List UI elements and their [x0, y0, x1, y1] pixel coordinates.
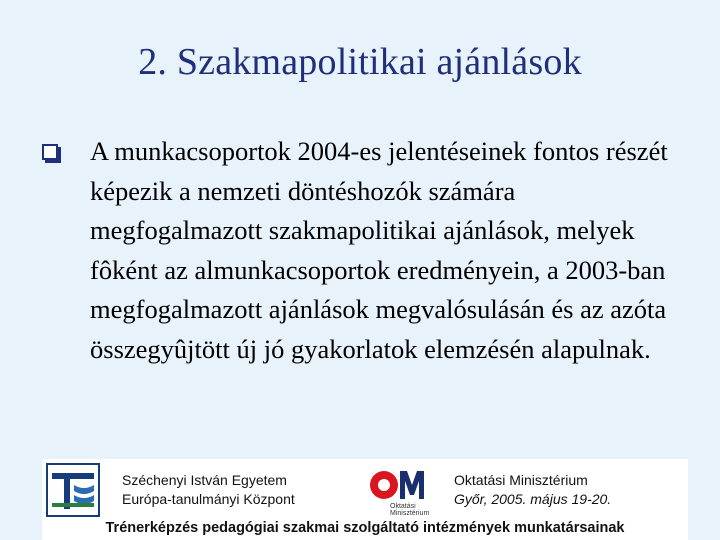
slide-title: 2. Szakmapolitikai ajánlások — [138, 41, 582, 83]
place-date: Győr, 2005. május 19-20. — [454, 491, 612, 507]
om-sub-line-1: Oktatási — [390, 503, 416, 510]
bullet-text: A munkacsoportok 2004-es jelentéseinek fontos részét képezik a nemzeti döntéshozók számára megfogalmazott szakmapolitikai ajánlások, melyek fôként az almunkacsoportok eredményein, a 2003-ban megfogalmazott ajánlások megvalósulásán és az azóta összegyûjtött új jó gyakorlatok elemzésén alapulnak. — [90, 136, 668, 364]
footer-banner-image — [42, 459, 688, 540]
university-name — [122, 471, 295, 509]
hollow-square-bullet-icon — [42, 144, 58, 160]
ministry-block — [454, 471, 611, 509]
om-sub-line-2: Minisztérium — [390, 510, 430, 517]
university-logo-icon — [46, 463, 100, 517]
om-logo-subtitle — [390, 503, 429, 517]
ministry-name: Oktatási Minisztérium — [454, 472, 588, 488]
training-banner-text: Trénerképzés pedagógiai szakmai szolgáltató intézmények munkatársainak — [105, 520, 625, 536]
university-line-2: Európa-tanulmányi Központ — [122, 491, 295, 507]
university-line-1: Széchenyi István Egyetem — [122, 472, 287, 488]
